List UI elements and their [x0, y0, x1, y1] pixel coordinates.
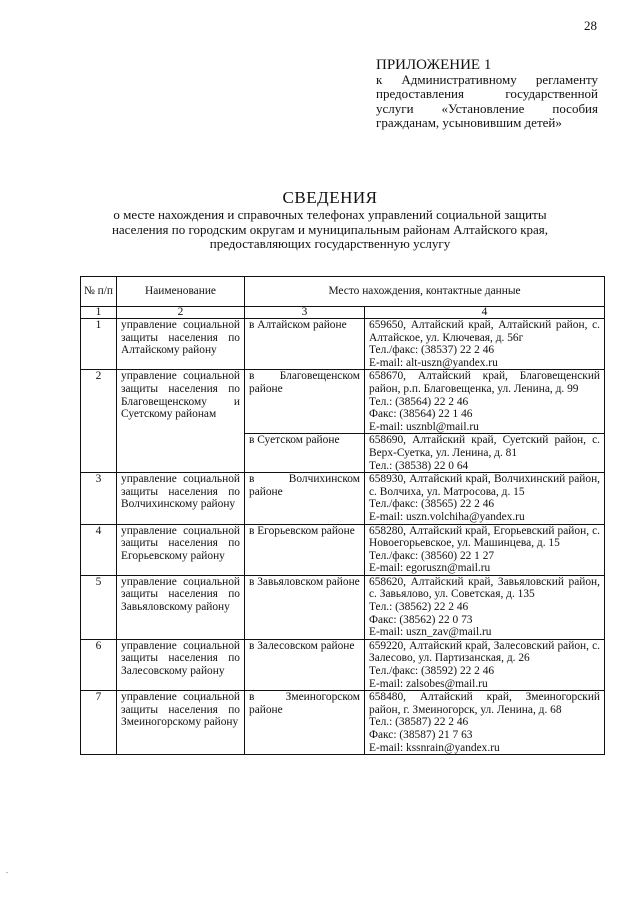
- fax-text: Факс: (38587) 21 7 63: [369, 729, 473, 741]
- phone-text: Тел.: (38564) 22 2 46: [369, 395, 469, 408]
- header-name: Наименование: [117, 277, 245, 307]
- office-name: управление социальной защиты населения по Алтайскому району: [117, 319, 245, 370]
- address-text: 658670, Алтайский край, Благовещенский район, р.п. Благовещенка, ул. Ленина, д. 99: [369, 370, 601, 395]
- office-name: управление социальной защиты населения по Залесовскому району: [117, 639, 245, 690]
- header-location: Место нахождения, контактные данные: [245, 277, 605, 307]
- district-cell: в Волчихинском районе: [245, 473, 365, 524]
- office-name: управление социальной защиты населения по Змеиногорскому району: [117, 691, 245, 755]
- column-index-row: [81, 307, 605, 319]
- col-index-3: 3: [245, 307, 365, 319]
- phone-text: Тел./факс: (38565) 22 2 46: [369, 498, 495, 511]
- table-row: [81, 319, 605, 370]
- address-text: 659650, Алтайский край, Алтайский район, с. Алтайское, ул. Ключевая, д. 56г: [369, 319, 601, 344]
- row-number: 7: [81, 691, 117, 755]
- table-row: [81, 691, 605, 755]
- phone-text: Тел.: (38538) 22 0 64: [369, 459, 469, 472]
- title-main: СВЕДЕНИЯ: [282, 188, 378, 207]
- offices-table: [80, 276, 605, 755]
- contact-cell: [365, 691, 605, 755]
- title-subtitle: о месте нахождения и справочных телефонах управлений социальной защиты населения по городским округам и муниципальным районам Алтайского края, предоставляющих государственную услугу: [111, 207, 549, 252]
- district-cell: в Змеиногорском районе: [245, 691, 365, 755]
- phone-text: Тел./факс: (38592) 22 2 46: [369, 665, 495, 678]
- header-num: № п/п: [81, 277, 117, 307]
- contact-cell: [365, 524, 605, 575]
- scan-mark: .: [6, 866, 8, 875]
- contact-cell: [365, 434, 605, 473]
- document-title: [110, 188, 550, 252]
- email-text[interactable]: E-mail: zalsobes@mail.ru: [369, 677, 488, 690]
- row-number: 5: [81, 575, 117, 639]
- table-row: [81, 473, 605, 524]
- phone-text: Тел./факс: (38560) 22 1 27: [369, 549, 495, 562]
- row-number: 1: [81, 319, 117, 370]
- email-text[interactable]: E-mail: usznbl@mail.ru: [369, 420, 479, 433]
- address-text: 658930, Алтайский край, Волчихинский район, с. Волчиха, ул. Матросова, д. 15: [369, 473, 601, 498]
- row-number: 6: [81, 639, 117, 690]
- appendix-note: [376, 58, 598, 131]
- address-text: 658620, Алтайский край, Завьяловский район, с. Завьялово, ул. Советская, д. 135: [369, 575, 601, 601]
- district-cell: в Благовещенском районе: [245, 370, 365, 434]
- contact-cell: [365, 370, 605, 434]
- office-name: управление социальной защиты населения по Егорьевскому району: [117, 524, 245, 575]
- email-text[interactable]: E-mail: uszn_zav@mail.ru: [369, 626, 492, 639]
- district-cell: в Егорьевском районе: [245, 524, 365, 575]
- row-number: 4: [81, 524, 117, 575]
- appendix-text: к Административному регламенту предоставления государственной услуги «Установление пособия гражданам, усыновившим детей»: [376, 71, 598, 130]
- email-text[interactable]: E-mail: uszn.volchiha@yandex.ru: [369, 510, 525, 523]
- col-index-2: 2: [117, 307, 245, 319]
- address-text: 658690, Алтайский край, Суетский район, с. Верх-Суетка, ул. Ленина, д. 81: [369, 434, 601, 459]
- contact-cell: [365, 473, 605, 524]
- email-text[interactable]: E-mail: alt-uszn@yandex.ru: [369, 356, 498, 369]
- district-cell: в Завьяловском районе: [245, 575, 365, 639]
- row-number: 3: [81, 473, 117, 524]
- phone-text: Тел./факс: (38537) 22 2 46: [369, 344, 495, 357]
- contact-cell: [365, 639, 605, 690]
- district-cell: в Залесовском районе: [245, 639, 365, 690]
- col-index-4: 4: [365, 307, 605, 319]
- row-number: 2: [81, 370, 117, 473]
- address-text: 658280, Алтайский край, Егорьевский район, с. Новоегорьевское, ул. Машинцева, д. 15: [369, 524, 601, 550]
- page-number: 28: [584, 18, 597, 33]
- fax-text: Факс: (38562) 22 0 73: [369, 613, 473, 626]
- contact-cell: [365, 575, 605, 639]
- office-name: управление социальной защиты населения по Благовещенскому и Суетскому районам: [117, 370, 245, 473]
- email-text[interactable]: E-mail: kssnrain@yandex.ru: [369, 741, 500, 754]
- office-name: управление социальной защиты населения по Завьяловскому району: [117, 575, 245, 639]
- office-name: управление социальной защиты населения по Волчихинскому району: [117, 473, 245, 524]
- email-text[interactable]: E-mail: egoruszn@mail.ru: [369, 562, 491, 575]
- fax-text: Факс: (38564) 22 1 46: [369, 408, 473, 421]
- table-row: [81, 575, 605, 639]
- table-row: [81, 524, 605, 575]
- phone-text: Тел.: (38562) 22 2 46: [369, 601, 469, 614]
- table-row: [81, 639, 605, 690]
- contact-cell: [365, 319, 605, 370]
- district-cell: в Алтайском районе: [245, 319, 365, 370]
- appendix-heading: ПРИЛОЖЕНИЕ 1: [376, 57, 492, 73]
- address-text: 658480, Алтайский край, Змеиногорский район, г. Змеиногорск, ул. Ленина, д. 68: [369, 691, 601, 716]
- phone-text: Тел.: (38587) 22 2 46: [369, 716, 469, 729]
- table-row: [81, 370, 605, 434]
- district-cell: в Суетском районе: [245, 434, 365, 473]
- col-index-1: 1: [81, 307, 117, 319]
- address-text: 659220, Алтайский край, Залесовский район, с. Залесово, ул. Партизанская, д. 26: [369, 639, 601, 665]
